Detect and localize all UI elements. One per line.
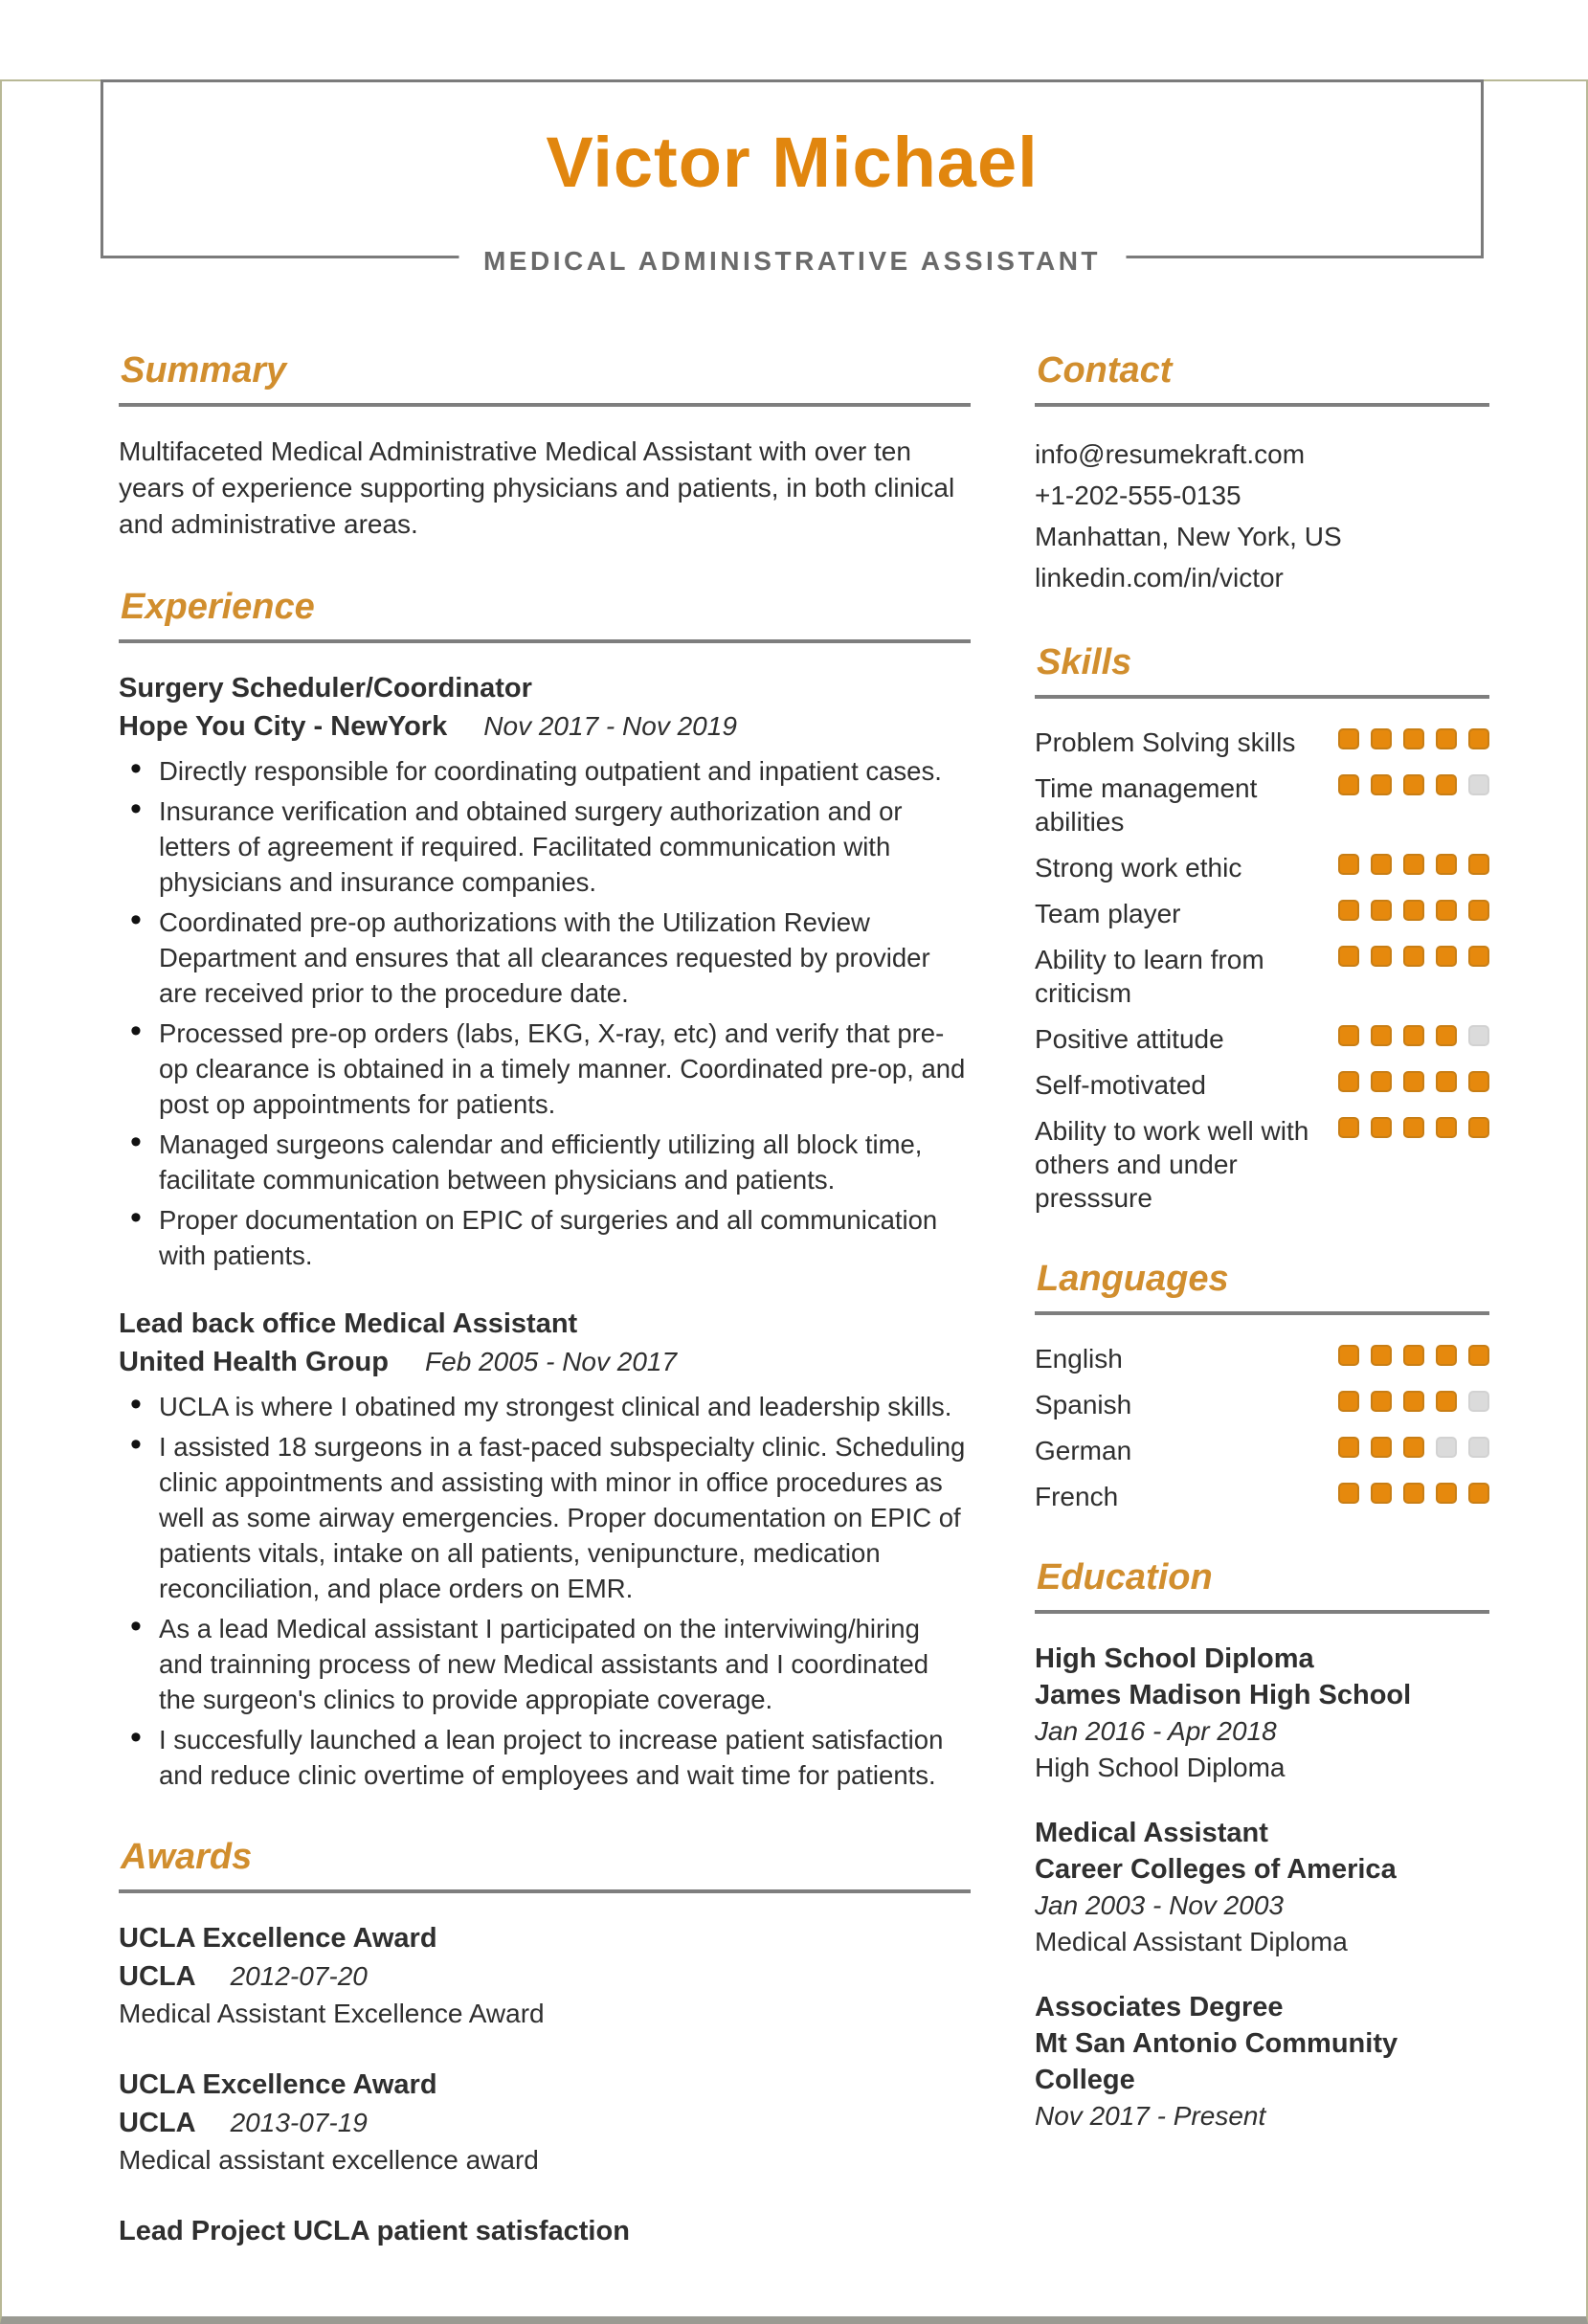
bullet-item: • Directly responsible for coordinating outpatient and inpatient cases.: [119, 753, 971, 789]
skill-rating: [1338, 851, 1489, 875]
award-desc: Medical Assistant Excellence Award: [119, 1999, 545, 2028]
job-title: Lead back office Medical Assistant: [119, 1308, 578, 1339]
rating-square-filled: [1436, 1117, 1457, 1138]
language-rating: [1338, 1342, 1489, 1366]
job-company: United Health Group: [119, 1347, 389, 1377]
job-dates: Nov 2017 - Nov 2019: [483, 711, 737, 741]
award-org: UCLA: [119, 2108, 196, 2138]
rating-square-filled: [1403, 1117, 1424, 1138]
award-org: UCLA: [119, 1961, 196, 1992]
contact-section: [1035, 350, 1489, 598]
skill-label: Positive attitude: [1035, 1024, 1224, 1054]
resume-body: [119, 350, 1489, 2294]
rating-square-filled: [1468, 900, 1489, 921]
rating-square-empty: [1436, 1437, 1457, 1458]
rating-square-filled: [1436, 728, 1457, 749]
education-heading: Education: [1037, 1557, 1213, 1598]
languages-section: [1035, 1259, 1489, 1513]
left-column: [119, 350, 971, 2294]
contact-email: info@resumekraft.com: [1035, 439, 1306, 469]
languages-heading: Languages: [1037, 1259, 1229, 1299]
contact-location: Manhattan, New York, US: [1035, 522, 1342, 551]
award-title: UCLA Excellence Award: [119, 2069, 437, 2100]
education-entry: [1035, 1815, 1489, 1960]
rating-square-filled: [1468, 728, 1489, 749]
award-date: 2012-07-20: [230, 1961, 368, 1991]
rating-square-filled: [1468, 1071, 1489, 1092]
contact-linkedin: linkedin.com/in/victor: [1035, 563, 1284, 592]
skill-label: Strong work ethic: [1035, 853, 1242, 883]
section-rule: [1035, 403, 1489, 407]
skill-label: Ability to learn from criticism: [1035, 945, 1264, 1008]
job-meta: [119, 707, 971, 746]
job-entry: [119, 670, 971, 1273]
bullet-item: • UCLA is where I obatined my strongest clinical and leadership skills.: [119, 1389, 971, 1424]
language-rating: [1338, 1480, 1489, 1504]
awards-heading: Awards: [121, 1837, 253, 1877]
rating-square-filled: [1436, 1345, 1457, 1366]
rating-square-filled: [1436, 946, 1457, 967]
rating-square-filled: [1436, 1391, 1457, 1412]
rating-square-empty: [1468, 1391, 1489, 1412]
skill-row: [1035, 771, 1489, 838]
section-rule: [119, 1889, 971, 1893]
rating-square-filled: [1338, 728, 1359, 749]
job-dates: Feb 2005 - Nov 2017: [425, 1347, 678, 1376]
education-dates: Nov 2017 - Present: [1035, 2101, 1266, 2131]
rating-square-filled: [1371, 1483, 1392, 1504]
skill-label: Time management abilities: [1035, 773, 1258, 837]
skill-label: Ability to work well with others and under presssure: [1035, 1116, 1309, 1213]
section-rule: [119, 403, 971, 407]
rating-square-filled: [1403, 728, 1424, 749]
language-label: Spanish: [1035, 1390, 1132, 1419]
rating-square-filled: [1371, 854, 1392, 875]
skill-rating: [1338, 726, 1489, 749]
rating-square-filled: [1338, 946, 1359, 967]
award-entry: [119, 2067, 971, 2179]
rating-square-filled: [1403, 1391, 1424, 1412]
contact-phone: +1-202-555-0135: [1035, 480, 1241, 510]
rating-square-filled: [1436, 900, 1457, 921]
rating-square-filled: [1468, 1483, 1489, 1504]
rating-square-filled: [1338, 774, 1359, 795]
award-desc: Medical assistant excellence award: [119, 2145, 539, 2175]
education-degree: High School Diploma: [1035, 1643, 1314, 1674]
rating-square-filled: [1403, 900, 1424, 921]
rating-square-filled: [1403, 854, 1424, 875]
job-meta: [119, 1343, 971, 1381]
language-label: English: [1035, 1344, 1123, 1374]
skill-row: [1035, 943, 1489, 1010]
education-desc: Medical Assistant Diploma: [1035, 1927, 1348, 1956]
candidate-title: MEDICAL ADMINISTRATIVE ASSISTANT: [459, 246, 1126, 277]
contact-heading: Contact: [1037, 350, 1173, 391]
bullet-item: • Processed pre-op orders (labs, EKG, X-ray, etc) and verify that pre-op clearance is obtained in a timely manner. Coordinated pre-op, and post op appointments for patients.: [119, 1016, 971, 1122]
rating-square-empty: [1468, 1025, 1489, 1046]
rating-square-filled: [1403, 1025, 1424, 1046]
skill-row: [1035, 1114, 1489, 1215]
skill-row: [1035, 851, 1489, 884]
rating-square-filled: [1403, 1345, 1424, 1366]
rating-square-filled: [1338, 1117, 1359, 1138]
award-meta: [119, 2104, 971, 2142]
rating-square-filled: [1338, 1345, 1359, 1366]
summary-heading: Summary: [121, 350, 287, 391]
skill-rating: [1338, 1022, 1489, 1046]
section-rule: [1035, 695, 1489, 699]
summary-section: [119, 350, 971, 543]
job-bullets: [119, 1389, 971, 1793]
job-company: Hope You City - NewYork: [119, 711, 448, 742]
bullet-item: • Proper documentation on EPIC of surgeries and all communication with patients.: [119, 1202, 971, 1273]
education-school: James Madison High School: [1035, 1680, 1412, 1710]
skill-rating: [1338, 897, 1489, 921]
skills-section: [1035, 642, 1489, 1215]
award-entry: [119, 2213, 971, 2250]
header-box: [101, 79, 1484, 276]
skill-label: Problem Solving skills: [1035, 727, 1296, 757]
skills-heading: Skills: [1037, 642, 1132, 682]
rating-square-filled: [1338, 1483, 1359, 1504]
education-dates: Jan 2016 - Apr 2018: [1035, 1716, 1277, 1746]
skill-rating: [1338, 943, 1489, 967]
bullet-item: • Managed surgeons calendar and efficiently utilizing all block time, facilitate communication between physicians and patients.: [119, 1127, 971, 1197]
rating-square-filled: [1338, 1437, 1359, 1458]
education-entry: [1035, 1989, 1489, 2134]
language-rating: [1338, 1388, 1489, 1412]
rating-square-filled: [1403, 1437, 1424, 1458]
rating-square-filled: [1436, 1071, 1457, 1092]
rating-square-filled: [1371, 1025, 1392, 1046]
rating-square-filled: [1468, 946, 1489, 967]
bullet-item: • Insurance verification and obtained surgery authorization and or letters of agreement if required. Facilitated communication with physicians and insurance companies.: [119, 793, 971, 900]
award-entry: [119, 1920, 971, 2032]
rating-square-filled: [1371, 1391, 1392, 1412]
skill-label: Team player: [1035, 899, 1181, 928]
language-rating: [1338, 1434, 1489, 1458]
rating-square-filled: [1371, 728, 1392, 749]
education-section: [1035, 1557, 1489, 2134]
summary-text: Multifaceted Medical Administrative Medical Assistant with over ten years of experience supporting physicians and patients, in both clinical and administrative areas.: [119, 436, 955, 539]
rating-square-filled: [1436, 774, 1457, 795]
education-entry: [1035, 1641, 1489, 1786]
education-school: Career Colleges of America: [1035, 1854, 1397, 1885]
rating-square-filled: [1468, 1117, 1489, 1138]
right-column: [1035, 350, 1489, 2294]
rating-square-empty: [1468, 1437, 1489, 1458]
bullet-item: • I succesfully launched a lean project to increase patient satisfaction and reduce clinic overtime of employees and wait time for patients.: [119, 1722, 971, 1793]
language-row: [1035, 1388, 1489, 1421]
award-title: UCLA Excellence Award: [119, 1923, 437, 1954]
rating-square-filled: [1403, 946, 1424, 967]
skill-rating: [1338, 1068, 1489, 1092]
rating-square-filled: [1468, 854, 1489, 875]
education-degree: Associates Degree: [1035, 1992, 1284, 2022]
language-row: [1035, 1434, 1489, 1467]
skill-row: [1035, 1068, 1489, 1102]
bullet-item: • As a lead Medical assistant I participated on the interviwing/hiring and trainning process of new Medical assistants and I coordinated the surgeon's clinics to provide appropiate coverage.: [119, 1611, 971, 1717]
rating-square-filled: [1436, 1025, 1457, 1046]
rating-square-filled: [1436, 1483, 1457, 1504]
education-school: Mt San Antonio Community College: [1035, 2028, 1398, 2095]
rating-square-filled: [1371, 1345, 1392, 1366]
award-date: 2013-07-19: [230, 2108, 368, 2137]
award-meta: [119, 1957, 971, 1996]
rating-square-filled: [1403, 774, 1424, 795]
section-rule: [1035, 1610, 1489, 1614]
rating-square-filled: [1371, 1117, 1392, 1138]
rating-square-filled: [1338, 1391, 1359, 1412]
language-label: German: [1035, 1436, 1132, 1465]
language-row: [1035, 1480, 1489, 1513]
rating-square-filled: [1371, 900, 1392, 921]
job-bullets: [119, 753, 971, 1273]
rating-square-filled: [1403, 1483, 1424, 1504]
language-row: [1035, 1342, 1489, 1375]
education-degree: Medical Assistant: [1035, 1818, 1268, 1848]
section-rule: [119, 639, 971, 643]
skill-row: [1035, 897, 1489, 930]
rating-square-filled: [1338, 854, 1359, 875]
rating-square-filled: [1338, 1025, 1359, 1046]
rating-square-empty: [1468, 774, 1489, 795]
rating-square-filled: [1338, 1071, 1359, 1092]
bullet-item: • I assisted 18 surgeons in a fast-paced subspecialty clinic. Scheduling clinic appointments and assisting with minor in office procedures as well as some airway emergencies. Proper documentation on EPIC of patients vitals, intake on all patients, venipuncture, medication reconciliation, and place orders on EMR.: [119, 1429, 971, 1606]
rating-square-filled: [1371, 946, 1392, 967]
skill-row: [1035, 726, 1489, 759]
section-rule: [1035, 1311, 1489, 1315]
job-title: Surgery Scheduler/Coordinator: [119, 673, 532, 704]
rating-square-filled: [1371, 1437, 1392, 1458]
candidate-name: Victor Michael: [546, 123, 1039, 202]
rating-square-filled: [1436, 854, 1457, 875]
education-dates: Jan 2003 - Nov 2003: [1035, 1890, 1284, 1920]
awards-section: [119, 1837, 971, 2250]
skill-row: [1035, 1022, 1489, 1056]
skill-rating: [1338, 1114, 1489, 1138]
job-entry: [119, 1306, 971, 1793]
award-title: Lead Project UCLA patient satisfaction: [119, 2216, 630, 2246]
bullet-item: • Coordinated pre-op authorizations with the Utilization Review Department and ensures that all clearances requested by provider are received prior to the procedure date.: [119, 905, 971, 1011]
rating-square-filled: [1371, 774, 1392, 795]
experience-heading: Experience: [121, 587, 315, 627]
skill-label: Self-motivated: [1035, 1070, 1206, 1100]
rating-square-filled: [1403, 1071, 1424, 1092]
rating-square-filled: [1371, 1071, 1392, 1092]
education-desc: High School Diploma: [1035, 1753, 1286, 1782]
skill-rating: [1338, 771, 1489, 795]
rating-square-filled: [1338, 900, 1359, 921]
rating-square-filled: [1468, 1345, 1489, 1366]
experience-section: [119, 587, 971, 1793]
language-label: French: [1035, 1482, 1119, 1511]
